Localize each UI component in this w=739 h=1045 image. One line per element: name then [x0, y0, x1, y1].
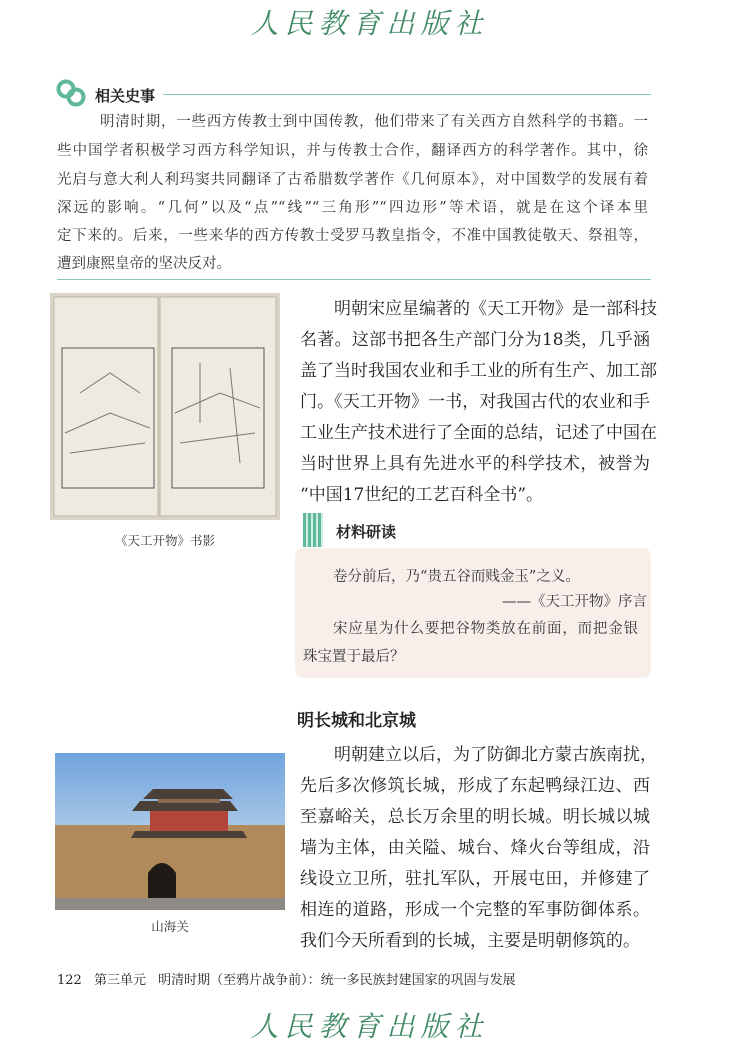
text-line: 明朝宋应星编著的《天工开物》是一部科技 — [334, 299, 657, 319]
unit-label: 第三单元 — [93, 973, 146, 988]
text-line: 墙为主体，由关隘、城台、烽火台等组成，沿 — [300, 838, 650, 858]
material-question-line: 宋应星为什么要把谷物类放在前面，而把金银 — [333, 621, 638, 637]
shanhaiguan-caption: 山海关 — [151, 919, 189, 934]
shanhaiguan-photo — [55, 753, 285, 910]
tiangong-caption: 《天工开物》书影 — [114, 533, 215, 548]
divider — [163, 94, 651, 95]
publisher-logo-bottom: 人民教育出版社 — [250, 1010, 489, 1043]
divider — [57, 279, 651, 280]
material-reading-title: 材料研读 — [336, 523, 397, 541]
text-line: 光启与意大利人利玛窦共同翻译了古希腊数学著作《几何原本》，对中国数学的发展有着 — [57, 172, 648, 188]
related-history-title: 相关史事 — [95, 87, 156, 105]
page-footer — [57, 969, 516, 988]
text-line: “中国17世纪的工艺百科全书”。 — [300, 485, 544, 505]
text-line: 至嘉峪关，总长万余里的明长城。明长城以城 — [300, 807, 650, 827]
text-line: 线设立卫所，驻扎军队，开展屯田，并修建了 — [300, 869, 650, 889]
publisher-logo-top: 人民教育出版社 — [250, 7, 489, 40]
material-source: ——《天工开物》序言 — [502, 594, 647, 610]
text-line: 当时世界上具有先进水平的科学技术，被誉为 — [300, 454, 650, 474]
section-heading: 明长城和北京城 — [297, 711, 416, 731]
text-line: 明清时期，一些西方传教士到中国传教，他们带来了有关西方自然科学的书籍。一 — [100, 114, 648, 130]
material-question-line: 珠宝置于最后？ — [303, 649, 405, 665]
tiangong-book-image — [50, 293, 280, 520]
text-line: 定下来的。后来，一些来华的西方传教士受罗马教皇指令，不准中国教徒敬天、祭祖等， — [57, 228, 648, 244]
page-number: 122 — [57, 973, 82, 988]
text-line: 门。《天工开物》一书，对我国古代的农业和手 — [300, 392, 650, 412]
material-quote: 卷分前后，乃“贵五谷而贱金玉”之义。 — [333, 569, 580, 585]
text-line: 深远的影响。“几何”以及“点”“线”“三角形”“四边形”等术语，就是在这个译本里 — [57, 200, 648, 216]
text-line: 我们今天所看到的长城，主要是明朝修筑的。 — [300, 931, 640, 951]
text-line: 先后多次修筑长城，形成了东起鸭绿江边、西 — [300, 776, 650, 796]
text-line: 相连的道路，形成一个完整的军事防御体系。 — [300, 900, 650, 920]
text-line: 盖了当时我国农业和手工业的所有生产、加工部 — [300, 361, 657, 381]
text-line: 名著。这部书把各生产部门分为18类，几乎涵 — [300, 330, 650, 350]
material-reading-icon — [303, 513, 323, 547]
text-line: 些中国学者积极学习西方科学知识，并与传教士合作，翻译西方的科学著作。其中，徐 — [57, 143, 648, 159]
text-line: 明朝建立以后，为了防御北方蒙古族南扰， — [334, 745, 657, 765]
related-history-icon — [56, 78, 86, 108]
text-line: 遭到康熙皇帝的坚决反对。 — [57, 256, 231, 272]
text-line: 工业生产技术进行了全面的总结，记述了中国在 — [300, 423, 657, 443]
unit-title: 明清时期（至鸦片战争前）：统一多民族封建国家的巩固与发展 — [158, 973, 516, 988]
